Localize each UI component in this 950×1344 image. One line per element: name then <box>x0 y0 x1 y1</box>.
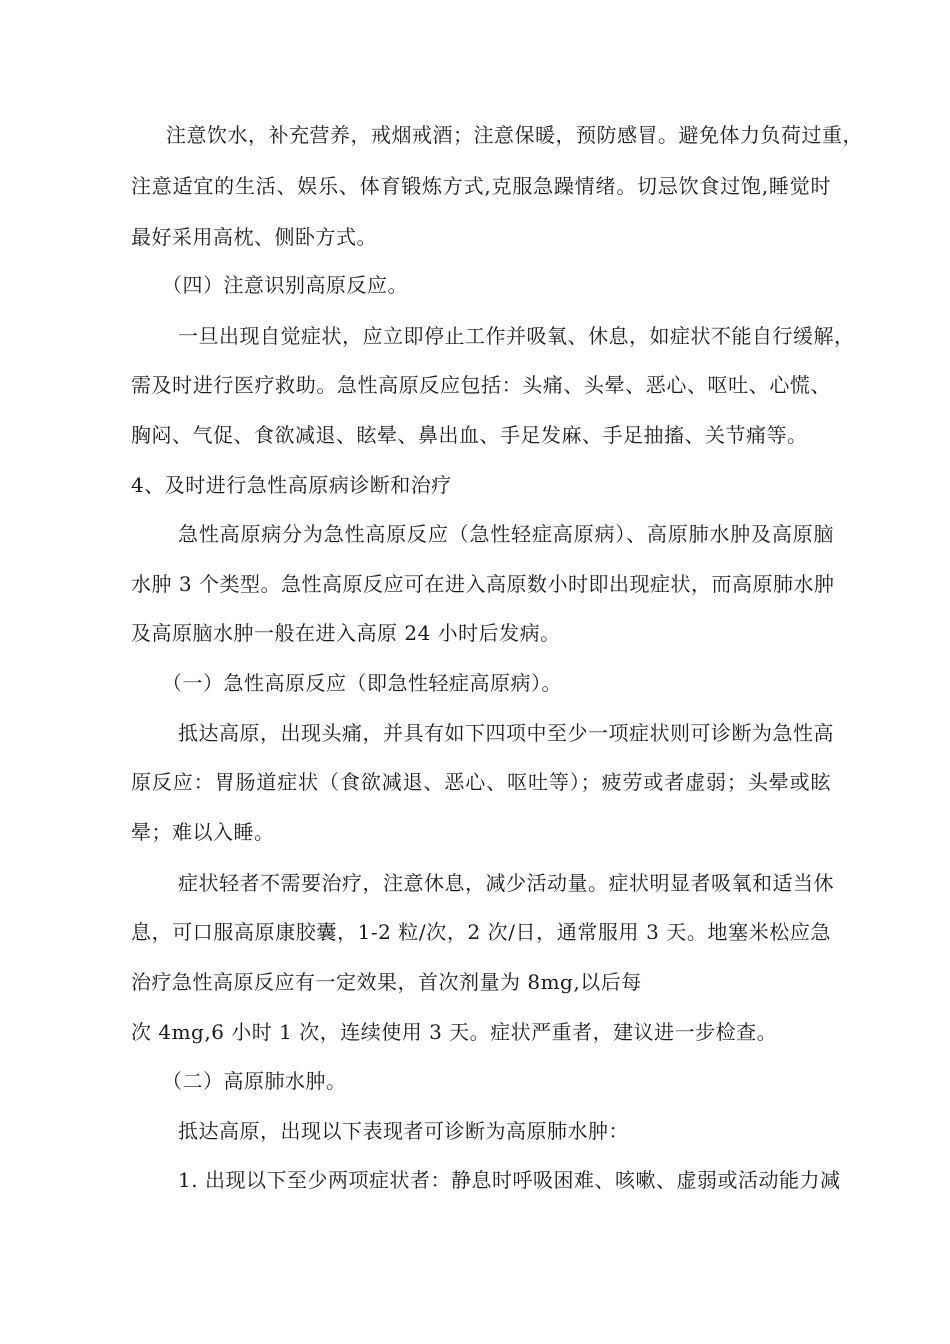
paragraph-line: 最好采用高枕、侧卧方式。 <box>131 225 377 249</box>
paragraph-line: 注意适宜的生活、娱乐、体育锻炼方式,克服急躁情绪。切忌饮食过饱,睡觉时 <box>131 174 831 198</box>
paragraph-line: 息，可口服高原康胶囊，1-2 粒/次，2 次/日，通常服用 3 天。地塞米松应急 <box>131 920 831 944</box>
paragraph-line: 症状轻者不需要治疗，注意休息，减少活动量。症状明显者吸氧和适当休 <box>178 871 834 895</box>
paragraph-line: 次 4mg,6 小时 1 次，连续使用 3 天。症状严重者，建议进一步检查。 <box>131 1020 778 1044</box>
list-item: 1. 出现以下至少两项症状者：静息时呼吸困难、咳嗽、虚弱或活动能力减 <box>178 1168 841 1192</box>
subheading-two: （二）高原肺水肿。 <box>162 1069 347 1093</box>
paragraph-line: 抵达高原，出现以下表现者可诊断为高原肺水肿： <box>178 1119 629 1143</box>
section-heading-4: 4、及时进行急性高原病诊断和治疗 <box>131 473 452 497</box>
subheading-four: （四）注意识别高原反应。 <box>162 273 408 297</box>
paragraph-line: 需及时进行医疗救助。急性高原反应包括：头痛、头晕、恶心、呕吐、心慌、 <box>131 373 831 397</box>
paragraph-line: 晕；难以入睡。 <box>131 820 275 844</box>
paragraph-line: 一旦出现自觉症状，应立即停止工作并吸氧、休息，如症状不能自行缓解， <box>178 324 855 348</box>
paragraph-line: 胸闷、气促、食欲减退、眩晕、鼻出血、手足发麻、手足抽搐、关节痛等。 <box>131 423 808 447</box>
paragraph-line: 水肿 3 个类型。急性高原反应可在进入高原数小时即出现症状，而高原肺水肿 <box>131 572 835 596</box>
paragraph-line: 及高原脑水肿一般在进入高原 24 小时后发病。 <box>131 621 561 645</box>
paragraph-line: 抵达高原，出现头痛，并具有如下四项中至少一项症状则可诊断为急性高 <box>178 721 834 745</box>
subheading-one: （一）急性高原反应（即急性轻症高原病）。 <box>162 671 562 695</box>
paragraph-line: 原反应：胃肠道症状（食欲减退、恶心、呕吐等）；疲劳或者虚弱；头晕或眩 <box>131 770 831 794</box>
paragraph-line: 注意饮水，补充营养，戒烟戒酒；注意保暖，预防感冒。避免体力负荷过重， <box>166 123 863 147</box>
paragraph-line: 急性高原病分为急性高原反应（急性轻症高原病）、高原肺水肿及高原脑 <box>178 522 834 546</box>
paragraph-line: 治疗急性高原反应有一定效果，首次剂量为 8mg,以后每 <box>131 970 642 994</box>
